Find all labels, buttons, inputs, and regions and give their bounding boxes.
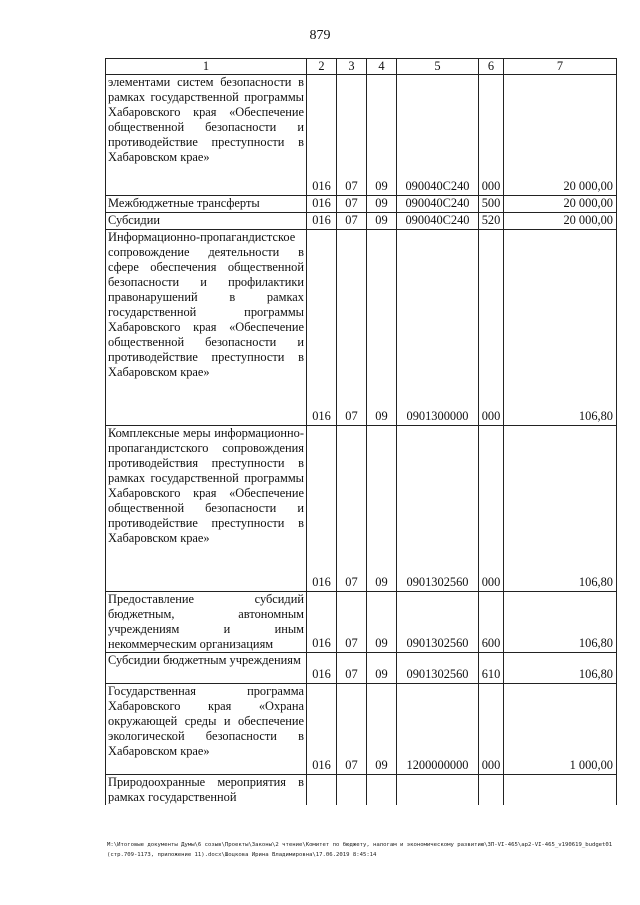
row-amount: 20 000,00	[504, 196, 617, 213]
row-admin-code: 016	[307, 230, 337, 426]
row-amount	[504, 775, 617, 806]
row-admin-code: 016	[307, 213, 337, 230]
column-header-type: 6	[479, 59, 504, 75]
row-name: Природоохранные мероприятия в рамках государственной	[106, 775, 307, 806]
row-amount: 106,80	[504, 230, 617, 426]
row-subsection-code: 09	[367, 426, 397, 592]
row-section-code: 07	[337, 196, 367, 213]
row-admin-code: 016	[307, 653, 337, 684]
table-row	[106, 653, 617, 684]
row-subsection-code	[367, 775, 397, 806]
row-amount: 20 000,00	[504, 213, 617, 230]
row-name: Комплексные меры информационно-пропагандистского сопровождения противодействия преступности в рамках государственной программы Хабаровского края «Обеспечение общественной безопасности и противодействие преступности в Хабаровском крае»	[106, 426, 307, 592]
row-admin-code: 016	[307, 426, 337, 592]
table-row	[106, 213, 617, 230]
table-row	[106, 592, 617, 653]
row-name: Предоставление субсидий бюджетным, автономным учреждениям и иным некоммерческим организациям	[106, 592, 307, 653]
row-target-code: 090040С240	[397, 75, 479, 196]
row-amount: 106,80	[504, 592, 617, 653]
row-target-code: 090040С240	[397, 213, 479, 230]
row-section-code: 07	[337, 684, 367, 775]
row-admin-code	[307, 775, 337, 806]
row-subsection-code: 09	[367, 684, 397, 775]
row-type-code: 000	[479, 684, 504, 775]
row-target-code	[397, 775, 479, 806]
table-row	[106, 684, 617, 775]
table-row	[106, 196, 617, 213]
column-header-section: 3	[337, 59, 367, 75]
page-number: 879	[309, 28, 331, 43]
row-name: Информационно-пропагандистское сопровождение деятельности в сфере обеспечения общественной безопасности и профилактики правонарушений в рамках государственной программы Хабаровского края «Обеспечение общественной безопасности и противодействие преступности в Хабаровском крае»	[106, 230, 307, 426]
row-name: Государственная программа Хабаровского края «Охрана окружающей среды и обеспечение экологической безопасности в Хабаровском крае»	[106, 684, 307, 775]
row-name: Межбюджетные трансферты	[106, 196, 307, 213]
row-target-code: 0901302560	[397, 426, 479, 592]
row-amount: 106,80	[504, 426, 617, 592]
row-type-code: 000	[479, 426, 504, 592]
table-row	[106, 230, 617, 426]
row-type-code: 610	[479, 653, 504, 684]
row-admin-code: 016	[307, 75, 337, 196]
row-amount: 1 000,00	[504, 684, 617, 775]
row-amount: 20 000,00	[504, 75, 617, 196]
row-target-code: 0901302560	[397, 592, 479, 653]
budget-table	[105, 58, 617, 805]
row-admin-code: 016	[307, 684, 337, 775]
row-subsection-code: 09	[367, 653, 397, 684]
row-subsection-code: 09	[367, 592, 397, 653]
table-row	[106, 775, 617, 806]
table-row	[106, 75, 617, 196]
row-section-code: 07	[337, 75, 367, 196]
row-type-code: 500	[479, 196, 504, 213]
row-admin-code: 016	[307, 196, 337, 213]
row-subsection-code: 09	[367, 75, 397, 196]
row-type-code: 520	[479, 213, 504, 230]
row-type-code	[479, 775, 504, 806]
row-name: Субсидии	[106, 213, 307, 230]
row-amount: 106,80	[504, 653, 617, 684]
column-header-name: 1	[106, 59, 307, 75]
row-subsection-code: 09	[367, 213, 397, 230]
row-name: элементами систем безопасности в рамках государственной программы Хабаровского края «Обеспечение общественной безопасности и противодействие преступности в Хабаровском крае»	[106, 75, 307, 196]
row-section-code: 07	[337, 426, 367, 592]
row-section-code: 07	[337, 230, 367, 426]
row-target-code: 0901302560	[397, 653, 479, 684]
row-type-code: 000	[479, 75, 504, 196]
row-type-code: 600	[479, 592, 504, 653]
column-header-target: 5	[397, 59, 479, 75]
column-header-amount: 7	[504, 59, 617, 75]
row-name: Субсидии бюджетным учреждениям	[106, 653, 307, 684]
row-target-code: 1200000000	[397, 684, 479, 775]
row-section-code: 07	[337, 213, 367, 230]
row-target-code: 090040С240	[397, 196, 479, 213]
row-subsection-code: 09	[367, 230, 397, 426]
row-admin-code: 016	[307, 592, 337, 653]
row-section-code: 07	[337, 592, 367, 653]
row-subsection-code: 09	[367, 196, 397, 213]
row-type-code: 000	[479, 230, 504, 426]
footer-file-path: M:\Итоговые документы Думы\6 созыв\Проекты\Законы\2 чтение\Комитет по бюджету, налогам и экономическому развитию\ЗП-VI-465\ар2-VI-465_v190619_budget01 (стр.709-1173, приложение 11).docx\Шоцкова Ирина Владимировна\17.06.2019 8:45:14	[107, 842, 613, 858]
table-row	[106, 426, 617, 592]
header-row	[106, 59, 617, 75]
row-section-code	[337, 775, 367, 806]
row-section-code: 07	[337, 653, 367, 684]
row-target-code: 0901300000	[397, 230, 479, 426]
column-header-admin: 2	[307, 59, 337, 75]
column-header-subsection: 4	[367, 59, 397, 75]
